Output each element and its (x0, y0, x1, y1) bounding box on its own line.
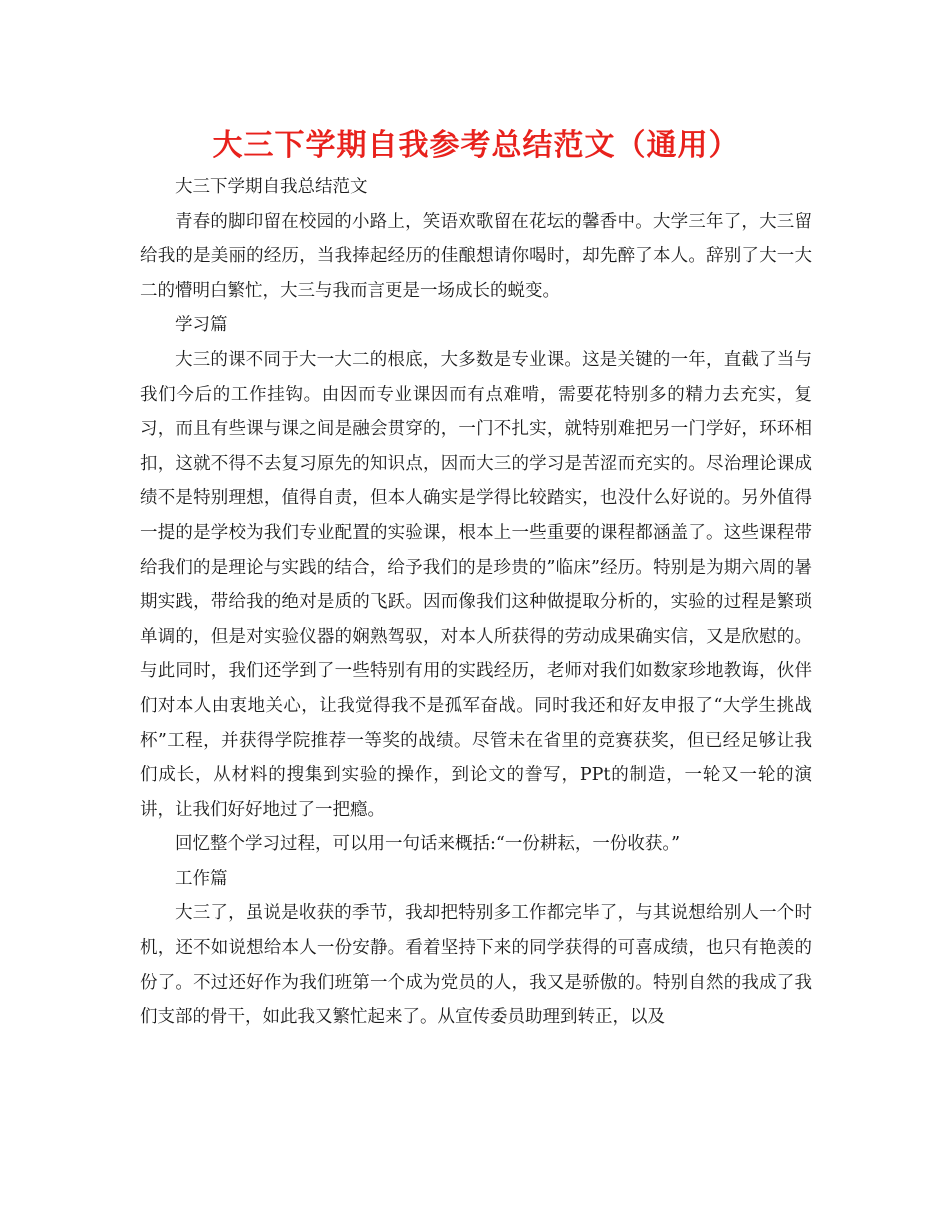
intro-paragraph: 青春的脚印留在校园的小路上，笑语欢歌留在花坛的馨香中。大学三年了，大三留给我的是美丽的经历，当我捧起经历的佳酿想请你喝时，却先醉了本人。辞别了大一大二的懵明白繁忙，大三与我而言更是一场成长的蜕变。 (140, 211, 812, 301)
study-summary-paragraph: 回忆整个学习过程，可以用一句话来概括:“一份耕耘，一份收获。” (175, 834, 681, 855)
document-title: 大三下学期自我参考总结范文（通用） (212, 128, 740, 163)
section-heading-study: 学习篇 (175, 315, 228, 336)
document-page (140, 124, 812, 1035)
work-paragraph: 大三了，虽说是收获的季节，我却把特别多工作都完毕了，与其说想给别人一个时机，还不如说想给本人一份安静。看着坚持下来的同学获得的可喜成绩，也只有艳羡的份了。不过还好作为我们班第一个成为党员的人，我又是骄傲的。特别自然的我成了我们支部的骨干，如此我又繁忙起来了。从宣传委员助理到转正，以及 (140, 903, 812, 1028)
section-heading-work: 工作篇 (175, 868, 228, 889)
study-paragraph: 大三的课不同于大一大二的根底，大多数是专业课。这是关键的一年，直截了当与我们今后的工作挂钩。由因而专业课因而有点难啃，需要花特别多的精力去充实，复习，而且有些课与课之间是融会贯穿的，一门不扎实，就特别难把另一门学好，环环相扣，这就不得不去复习原先的知识点，因而大三的学习是苦涩而充实的。尽治理论课成绩不是特别理想，值得自责，但本人确实是学得比较踏实，也没什么好说的。另外值得一提的是学校为我们专业配置的实验课，根本上一些重要的课程都涵盖了。这些课程带给我们的是理论与实践的结合，给予我们的是珍贵的”临床”经历。特别是为期六周的暑期实践，带给我的绝对是质的飞跃。因而像我们这种做提取分析的，实验的过程是繁琐单调的，但是对实验仪器的娴熟驾驭，对本人所获得的劳动成果确实信，又是欣慰的。与此同时，我们还学到了一些特别有用的实践经历，老师对我们如数家珍地教诲，伙伴们对本人由衷地关心，让我觉得我不是孤军奋战。同时我还和好友申报了“大学生挑战杯”工程，并获得学院推荐一等奖的战绩。尽管未在省里的竞赛获奖，但已经足够让我们成长，从材料的搜集到实验的操作，到论文的誊写，PPt的制造，一轮又一轮的演讲，让我们好好地过了一把瘾。 (140, 349, 812, 820)
subtitle-paragraph: 大三下学期自我总结范文 (175, 177, 368, 197)
